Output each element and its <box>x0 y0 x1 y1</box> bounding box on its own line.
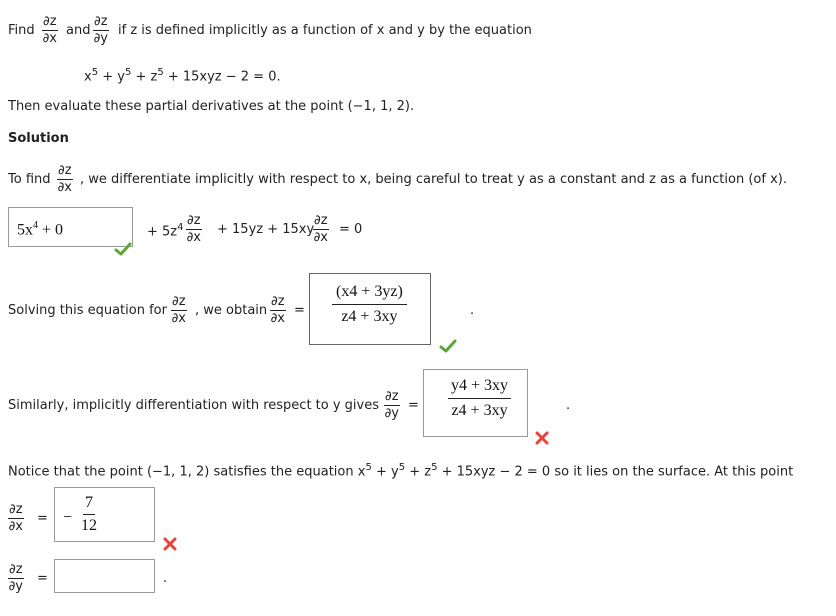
and-label: and <box>66 23 91 38</box>
answer-input-4[interactable] <box>54 487 155 542</box>
answer-input-5[interactable] <box>54 559 155 593</box>
answer-input-3[interactable] <box>423 369 528 437</box>
dz-dx-fraction: $\frac{\partial z}{\partial x}$ <box>57 163 72 195</box>
dz-dx-fraction: $\frac{\partial z}{\partial x}$ <box>8 502 23 534</box>
equals-sign: = <box>37 571 48 586</box>
dz-dx-fraction: $\frac{\partial z}{\partial x}$ <box>313 213 328 245</box>
to-find-text: , we differentiate implicitly with respect to x, being careful to treat y as a constant and z as a function (of x). <box>80 172 787 187</box>
mid-term-2: + 15yz + 15xy <box>217 222 315 237</box>
dz-dy-fraction: $\frac{\partial z}{\partial y}$ <box>93 14 108 46</box>
notice-text: Notice that the point (−1, 1, 2) satisfies the equation $x^5 + y^5 + z^5 + 15xyz - 2 = 0$ so it lies on the surface. At this point <box>8 462 794 480</box>
answer-input-2[interactable] <box>309 273 431 345</box>
answer-4-numerator: 7 <box>83 495 95 515</box>
cross-icon <box>163 537 177 551</box>
find-label: Find <box>8 23 35 38</box>
period: . <box>470 303 475 318</box>
we-obtain-text: , we obtain <box>195 303 268 318</box>
dz-dy-fraction: $\frac{\partial z}{\partial y}$ <box>8 562 23 594</box>
cross-icon <box>535 431 549 445</box>
period: . <box>566 398 571 413</box>
dz-dx-fraction: $\frac{\partial z}{\partial x}$ <box>270 294 285 326</box>
equals-sign: = <box>294 303 305 318</box>
answer-2-numerator: (x4 + 3yz) <box>332 284 407 305</box>
dz-dy-fraction: $\frac{\partial z}{\partial y}$ <box>384 389 399 421</box>
answer-4-denominator: 12 <box>81 517 97 534</box>
answer-4-fraction <box>81 495 97 534</box>
answer-3-numerator: y4 + 3xy <box>448 378 511 399</box>
answer-2-denominator: z4 + 3xy <box>341 308 398 325</box>
period: . <box>163 571 168 586</box>
answer-3-fraction <box>448 378 511 419</box>
mid-term-1: + $5z^4$ <box>147 222 184 240</box>
equals-sign: = <box>408 398 419 413</box>
answer-2-fraction <box>332 284 407 325</box>
solving-text: Solving this equation for <box>8 303 167 318</box>
intro-text: if z is defined implicitly as a function of x and y by the equation <box>118 23 532 38</box>
dz-dx-fraction: $\frac{\partial z}{\partial x}$ <box>186 213 201 245</box>
evaluate-text: Then evaluate these partial derivatives at the point (−1, 1, 2). <box>8 99 415 114</box>
answer-input-1[interactable] <box>8 207 133 247</box>
check-icon <box>439 339 457 353</box>
dz-dx-fraction: $\frac{\partial z}{\partial x}$ <box>171 294 186 326</box>
equals-zero: = 0 <box>339 222 363 237</box>
equals-sign: = <box>37 511 48 526</box>
similarly-text: Similarly, implicitly differentiation with respect to y gives <box>8 398 380 413</box>
dz-dx-fraction: $\frac{\partial z}{\partial x}$ <box>42 14 57 46</box>
answer-1-value: $5x^4 + 0$ <box>17 220 64 239</box>
minus-sign: − <box>63 509 73 526</box>
answer-3-denominator: z4 + 3xy <box>451 402 508 419</box>
given-equation: $x^5 + y^5 + z^5 + 15xyz - 2 = 0$. <box>84 67 281 85</box>
solution-heading: Solution <box>8 131 69 146</box>
to-find-label: To find <box>8 172 51 187</box>
check-icon <box>114 242 132 256</box>
